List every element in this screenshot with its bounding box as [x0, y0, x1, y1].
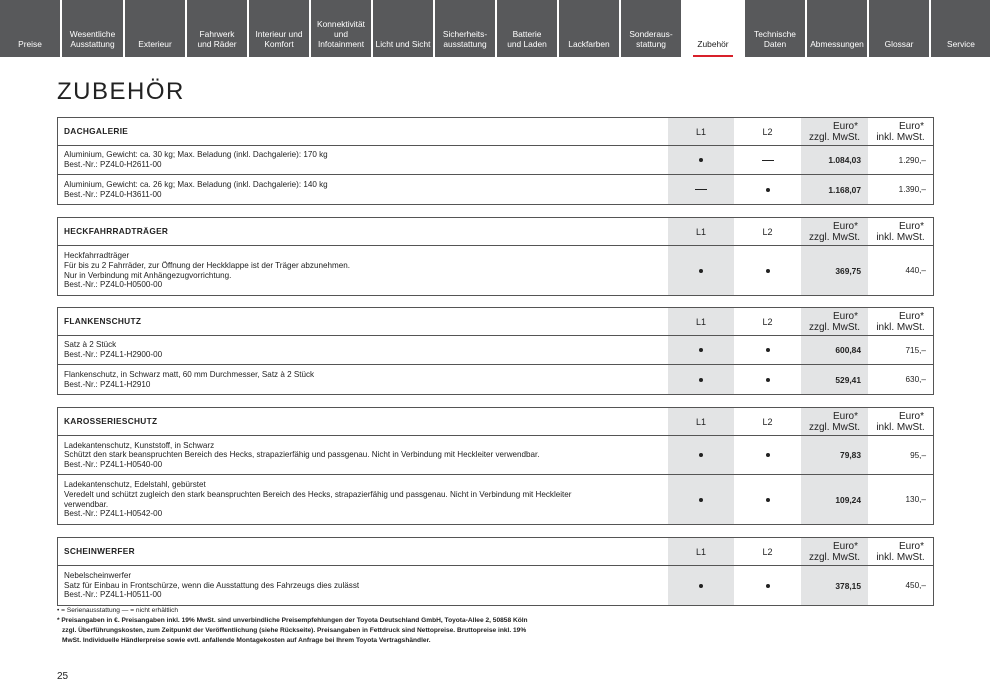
- column-l2: L2: [762, 126, 773, 137]
- column-price-excl-vat: [801, 308, 868, 335]
- table-scheinwerfer: [57, 537, 934, 606]
- price-excl-label: zzgl. MwSt.: [808, 321, 861, 333]
- l1-standard-bullet: [699, 584, 703, 588]
- page-number: 25: [57, 671, 69, 682]
- nav-tab-preise[interactable]: Preise: [0, 0, 60, 57]
- cell-l1: [668, 475, 734, 524]
- table-header: [58, 408, 933, 436]
- table-row: [58, 436, 933, 475]
- description-line: Ladekantenschutz, Kunststoff, in Schwarz: [64, 440, 215, 450]
- cell-l1: [668, 436, 734, 474]
- description-line: Ladekantenschutz, Edelstahl, gebürstet: [64, 480, 206, 490]
- table-karosserieschutz: [57, 407, 934, 525]
- l1-standard-bullet: [699, 378, 703, 382]
- column-l1: L1: [668, 118, 734, 145]
- price-incl-currency: Euro*: [898, 540, 924, 552]
- price-incl-label: inkl. MwSt.: [876, 321, 925, 333]
- price-incl-label: inkl. MwSt.: [876, 131, 925, 143]
- description-line: Best.-Nr.: PZ4L1-H0511-00: [64, 590, 162, 600]
- item-description: [58, 566, 668, 605]
- column-l2: L2: [762, 546, 773, 557]
- top-navigation: [0, 0, 990, 57]
- cell-l2: [734, 146, 801, 174]
- item-description: [58, 246, 668, 295]
- price-incl-vat: 1.290,–: [898, 155, 926, 165]
- cell-l2: [734, 246, 801, 295]
- price-excl-currency: Euro*: [832, 220, 858, 232]
- footnotes: [57, 606, 597, 646]
- price-excl-vat: 1.168,07: [801, 175, 868, 204]
- nav-tab-wesentliche-ausstattung[interactable]: Wesentliche Ausstattung: [62, 0, 123, 57]
- nav-tab-konnektivität-und-infotainment[interactable]: Konnektivität und Infotainment: [311, 0, 371, 57]
- nav-tab-fahrwerk-und-räder[interactable]: Fahrwerk und Räder: [187, 0, 247, 57]
- nav-tab-sicherheits-ausstattung[interactable]: Sicherheits- ausstattung: [435, 0, 495, 57]
- column-price-incl-vat: [868, 408, 933, 435]
- cell-l1: [668, 365, 734, 394]
- table-heckfahrradträger: [57, 217, 934, 296]
- l2-standard-bullet: [766, 269, 770, 273]
- column-price-incl-vat: [868, 538, 933, 565]
- page-title: ZUBEHÖR: [57, 78, 185, 105]
- description-line: Für bis zu 2 Fahrräder, zur Öffnung der Heckklappe ist der Träger abzunehmen.: [64, 260, 350, 270]
- price-incl-vat: 1.390,–: [898, 185, 926, 194]
- section-title: FLANKENSCHUTZ: [64, 315, 142, 326]
- table-row: [58, 566, 933, 605]
- price-incl-vat: 715,–: [905, 345, 926, 355]
- column-price-excl-vat: [801, 218, 868, 245]
- l1-standard-bullet: [699, 348, 703, 352]
- cell-l2: [734, 175, 801, 204]
- column-l1: L1: [668, 408, 734, 435]
- price-excl-vat: 378,15: [801, 566, 868, 605]
- price-incl-currency: Euro*: [898, 310, 924, 322]
- section-title: DACHGALERIE: [64, 125, 129, 136]
- l2-standard-bullet: [766, 498, 770, 502]
- nav-tab-zubehör[interactable]: Zubehör: [683, 0, 743, 57]
- l2-standard-bullet: [766, 453, 770, 457]
- l2-standard-bullet: [766, 188, 770, 192]
- price-incl-label: inkl. MwSt.: [876, 231, 925, 243]
- cell-l2: [734, 365, 801, 394]
- description-line: Best.-Nr.: PZ4L1-H0542-00: [64, 509, 163, 519]
- price-incl-label: inkl. MwSt.: [876, 421, 925, 433]
- table-dachgalerie: [57, 117, 934, 205]
- item-description: [58, 175, 668, 204]
- column-price-excl-vat: [801, 118, 868, 145]
- description-line: Flankenschutz, in Schwarz matt, 60 mm Durchmesser, Satz à 2 Stück: [64, 369, 315, 379]
- price-excl-vat: 529,41: [801, 365, 868, 394]
- description-line: Best.-Nr.: PZ4L0-H3611-00: [64, 189, 162, 199]
- price-excl-currency: Euro*: [832, 410, 858, 422]
- column-l1: L1: [668, 308, 734, 335]
- table-flankenschutz: [57, 307, 934, 395]
- nav-tab-sonderaus-stattung[interactable]: Sonderaus- stattung: [621, 0, 681, 57]
- description-line: Nebelscheinwerfer: [64, 571, 132, 581]
- l1-unavailable-dash: [695, 189, 707, 190]
- cell-l1: [668, 566, 734, 605]
- price-incl-vat: 440,–: [905, 266, 926, 275]
- description-line: Best.-Nr.: PZ4L1-H2900-00: [64, 350, 163, 359]
- table-row: [58, 175, 933, 204]
- item-description: [58, 146, 668, 174]
- price-excl-currency: Euro*: [832, 120, 858, 132]
- section-title: HECKFAHRRADTRÄGER: [64, 225, 169, 236]
- legend-note: • = Serienausstattung — = nicht erhältlich: [57, 607, 179, 614]
- l1-standard-bullet: [699, 158, 703, 162]
- price-incl-vat: 630,–: [905, 375, 926, 384]
- price-excl-vat: 79,83: [801, 436, 868, 474]
- cell-l2: [734, 436, 801, 474]
- cell-l2: [734, 336, 801, 364]
- description-line: Aluminium, Gewicht: ca. 26 kg; Max. Beladung (inkl. Dachgalerie): 140 kg: [64, 179, 328, 189]
- table-row: [58, 336, 933, 365]
- table-row: [58, 146, 933, 175]
- l2-standard-bullet: [766, 348, 770, 352]
- l1-standard-bullet: [699, 498, 703, 502]
- price-incl-vat: 95,–: [910, 450, 926, 460]
- l1-standard-bullet: [699, 453, 703, 457]
- footnote-line-3: MwSt. Individuelle Händlerpreise sowie evtl. anfallende Montagekosten auf Anfrage bei Ihrem Toyota Vertragshändler.: [62, 637, 431, 644]
- description-line: Nur in Verbindung mit Anhängezugvorrichtung.: [64, 270, 232, 280]
- description-line: Satz à 2 Stück: [64, 340, 117, 350]
- column-l2: L2: [762, 316, 773, 327]
- nav-tab-abmessungen[interactable]: Abmessungen: [807, 0, 867, 57]
- description-line: verwendbar.: [64, 499, 109, 509]
- price-excl-vat: 369,75: [801, 246, 868, 295]
- cell-l2: [734, 475, 801, 524]
- price-excl-vat: 600,84: [801, 336, 868, 364]
- cell-l2: [734, 566, 801, 605]
- cell-l1: [668, 246, 734, 295]
- description-line: Best.-Nr.: PZ4L0-H0500-00: [64, 280, 163, 290]
- description-line: Satz für Einbau in Frontschürze, wenn die Ausstattung des Fahrzeugs dies zulässt: [64, 580, 360, 590]
- table-header: [58, 538, 933, 566]
- column-l2: L2: [762, 416, 773, 427]
- nav-tab-batterie-und-laden[interactable]: Batterie und Laden: [497, 0, 557, 57]
- price-excl-currency: Euro*: [832, 310, 858, 322]
- nav-tab-lackfarben[interactable]: Lackfarben: [559, 0, 619, 57]
- nav-tab-technische-daten[interactable]: Technische Daten: [745, 0, 805, 57]
- price-excl-label: zzgl. MwSt.: [808, 131, 861, 143]
- price-incl-currency: Euro*: [898, 120, 924, 132]
- l2-standard-bullet: [766, 584, 770, 588]
- column-price-excl-vat: [801, 408, 868, 435]
- description-line: Heckfahrradträger: [64, 251, 130, 261]
- column-price-incl-vat: [868, 118, 933, 145]
- price-excl-label: zzgl. MwSt.: [808, 231, 861, 243]
- description-line: Best.-Nr.: PZ4L1-H2910: [64, 379, 151, 389]
- description-line: Best.-Nr.: PZ4L0-H2611-00: [64, 160, 162, 169]
- column-price-incl-vat: [868, 308, 933, 335]
- l2-unavailable-dash: [762, 160, 774, 161]
- footnote-line-1: * Preisangaben in €. Preisangaben inkl. 19% MwSt. sind unverbindliche Preisempfehlungen der Toyota Deutschland GmbH, Toyota-Allee 2, 50858 Köln: [57, 617, 528, 624]
- cell-l1: [668, 336, 734, 364]
- nav-tab-exterieur[interactable]: Exterieur: [125, 0, 185, 57]
- description-line: Schützt den stark beanspruchten Bereich des Hecks, strapazierfähig und passgenau. Nicht in Verbindung mit Heckleiter verwendbar.: [64, 450, 540, 460]
- item-description: [58, 336, 668, 364]
- price-incl-currency: Euro*: [898, 220, 924, 232]
- price-incl-vat: 130,–: [905, 495, 926, 504]
- table-header: [58, 308, 933, 336]
- cell-l1: [668, 175, 734, 204]
- table-header: [58, 218, 933, 246]
- price-incl-currency: Euro*: [898, 410, 924, 422]
- item-description: [58, 475, 668, 524]
- section-title: KAROSSERIESCHUTZ: [64, 415, 158, 426]
- price-excl-label: zzgl. MwSt.: [808, 551, 861, 563]
- price-excl-currency: Euro*: [832, 540, 858, 552]
- l1-standard-bullet: [699, 269, 703, 273]
- table-row: [58, 365, 933, 394]
- l2-standard-bullet: [766, 378, 770, 382]
- description-line: Best.-Nr.: PZ4L1-H0540-00: [64, 459, 163, 469]
- section-title: SCHEINWERFER: [64, 545, 135, 556]
- nav-tab-glossar[interactable]: Glossar: [869, 0, 929, 57]
- nav-tab-licht-und-sicht[interactable]: Licht und Sicht: [373, 0, 433, 57]
- price-excl-vat: 109,24: [801, 475, 868, 524]
- table-row: [58, 475, 933, 524]
- column-price-incl-vat: [868, 218, 933, 245]
- nav-tab-interieur-und-komfort[interactable]: Interieur und Komfort: [249, 0, 309, 57]
- price-excl-label: zzgl. MwSt.: [808, 421, 861, 433]
- description-line: Veredelt und schützt zugleich den stark beanspruchten Bereich des Hecks, strapazierfähig und passgenau. Nicht in Verbindung mit Heckleiter: [64, 489, 572, 499]
- table-row: [58, 246, 933, 295]
- column-l1: L1: [668, 538, 734, 565]
- column-price-excl-vat: [801, 538, 868, 565]
- footnote-line-2: zzgl. Überführungskosten, zum Zeitpunkt der Veröffentlichung (siehe Rückseite). Preisangaben in Fettdruck sind Nettopreise. Bruttopreise inkl. 19%: [62, 627, 527, 634]
- column-l2: L2: [762, 226, 773, 237]
- price-excl-vat: 1.084,03: [801, 146, 868, 174]
- column-l1: L1: [668, 218, 734, 245]
- item-description: [58, 365, 668, 394]
- description-line: Aluminium, Gewicht: ca. 30 kg; Max. Beladung (inkl. Dachgalerie): 170 kg: [64, 150, 328, 160]
- price-incl-label: inkl. MwSt.: [876, 551, 925, 563]
- table-header: [58, 118, 933, 146]
- cell-l1: [668, 146, 734, 174]
- item-description: [58, 436, 668, 474]
- nav-tab-service[interactable]: Service: [931, 0, 990, 57]
- price-incl-vat: 450,–: [905, 581, 926, 590]
